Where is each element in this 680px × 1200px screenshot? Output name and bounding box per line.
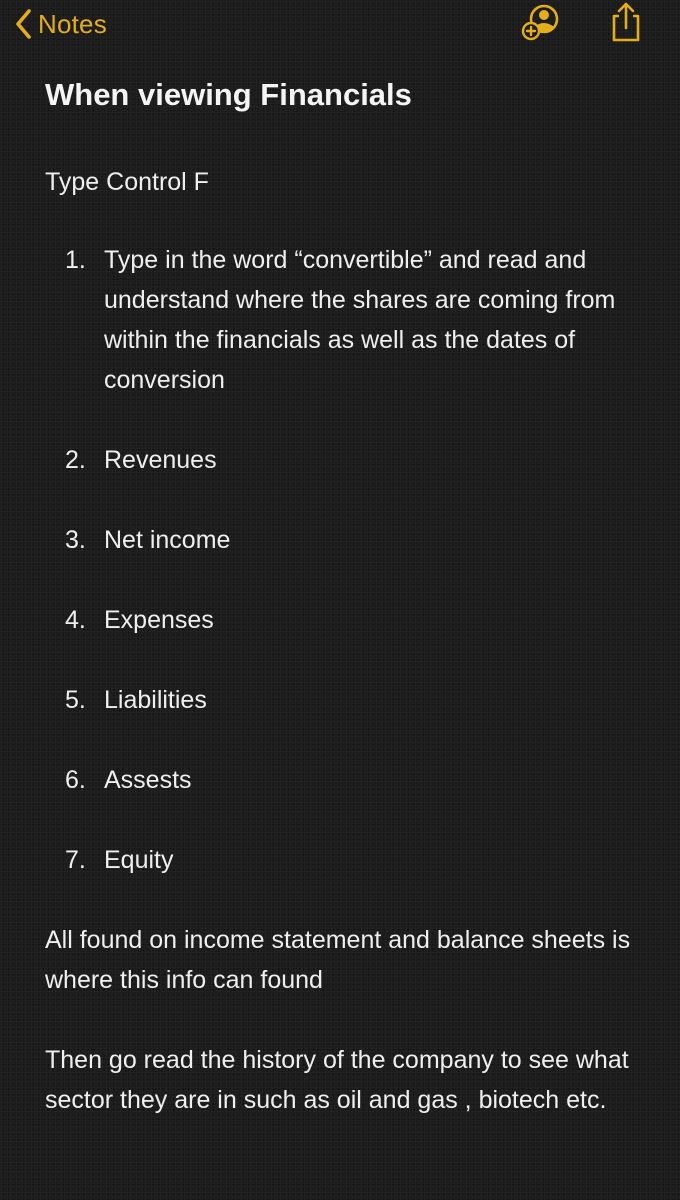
list-item [45,600,645,640]
list-text: Liabilities [104,686,207,714]
list-item [45,680,645,720]
back-label: Notes [38,8,107,39]
share-button[interactable] [604,2,648,46]
chevron-left-icon [14,8,32,40]
steps-list [45,240,645,880]
note-body[interactable] [45,72,645,1120]
list-number: 5. [65,686,86,714]
list-text: Type in the word “convertible” and read and understand where the shares are coming from within the financials as well as the dates of conversion [104,246,616,394]
note-title: When viewing Financials [45,77,412,112]
share-icon [609,1,643,48]
add-person-icon [520,2,560,47]
add-person-button[interactable] [518,2,562,46]
list-number: 6. [65,766,86,794]
list-item [45,440,645,480]
list-item [45,840,645,880]
list-text: Revenues [104,446,217,474]
list-text: Assests [104,766,192,794]
list-text: Equity [104,846,174,874]
list-item [45,240,645,400]
list-item [45,760,645,800]
back-button[interactable] [14,4,107,44]
note-intro: Type Control F [45,168,209,196]
list-number: 3. [65,526,86,554]
list-item [45,520,645,560]
list-number: 7. [65,846,86,874]
list-number: 1. [65,246,86,274]
navigation-bar [0,0,680,56]
list-number: 4. [65,606,86,634]
list-text: Net income [104,526,231,554]
note-summary: All found on income statement and balance sheets is where this info can found [45,926,631,994]
list-text: Expenses [104,606,214,634]
note-history: Then go read the history of the company to see what sector they are in such as oil and gas , biotech etc. [45,1046,629,1114]
list-number: 2. [65,446,86,474]
